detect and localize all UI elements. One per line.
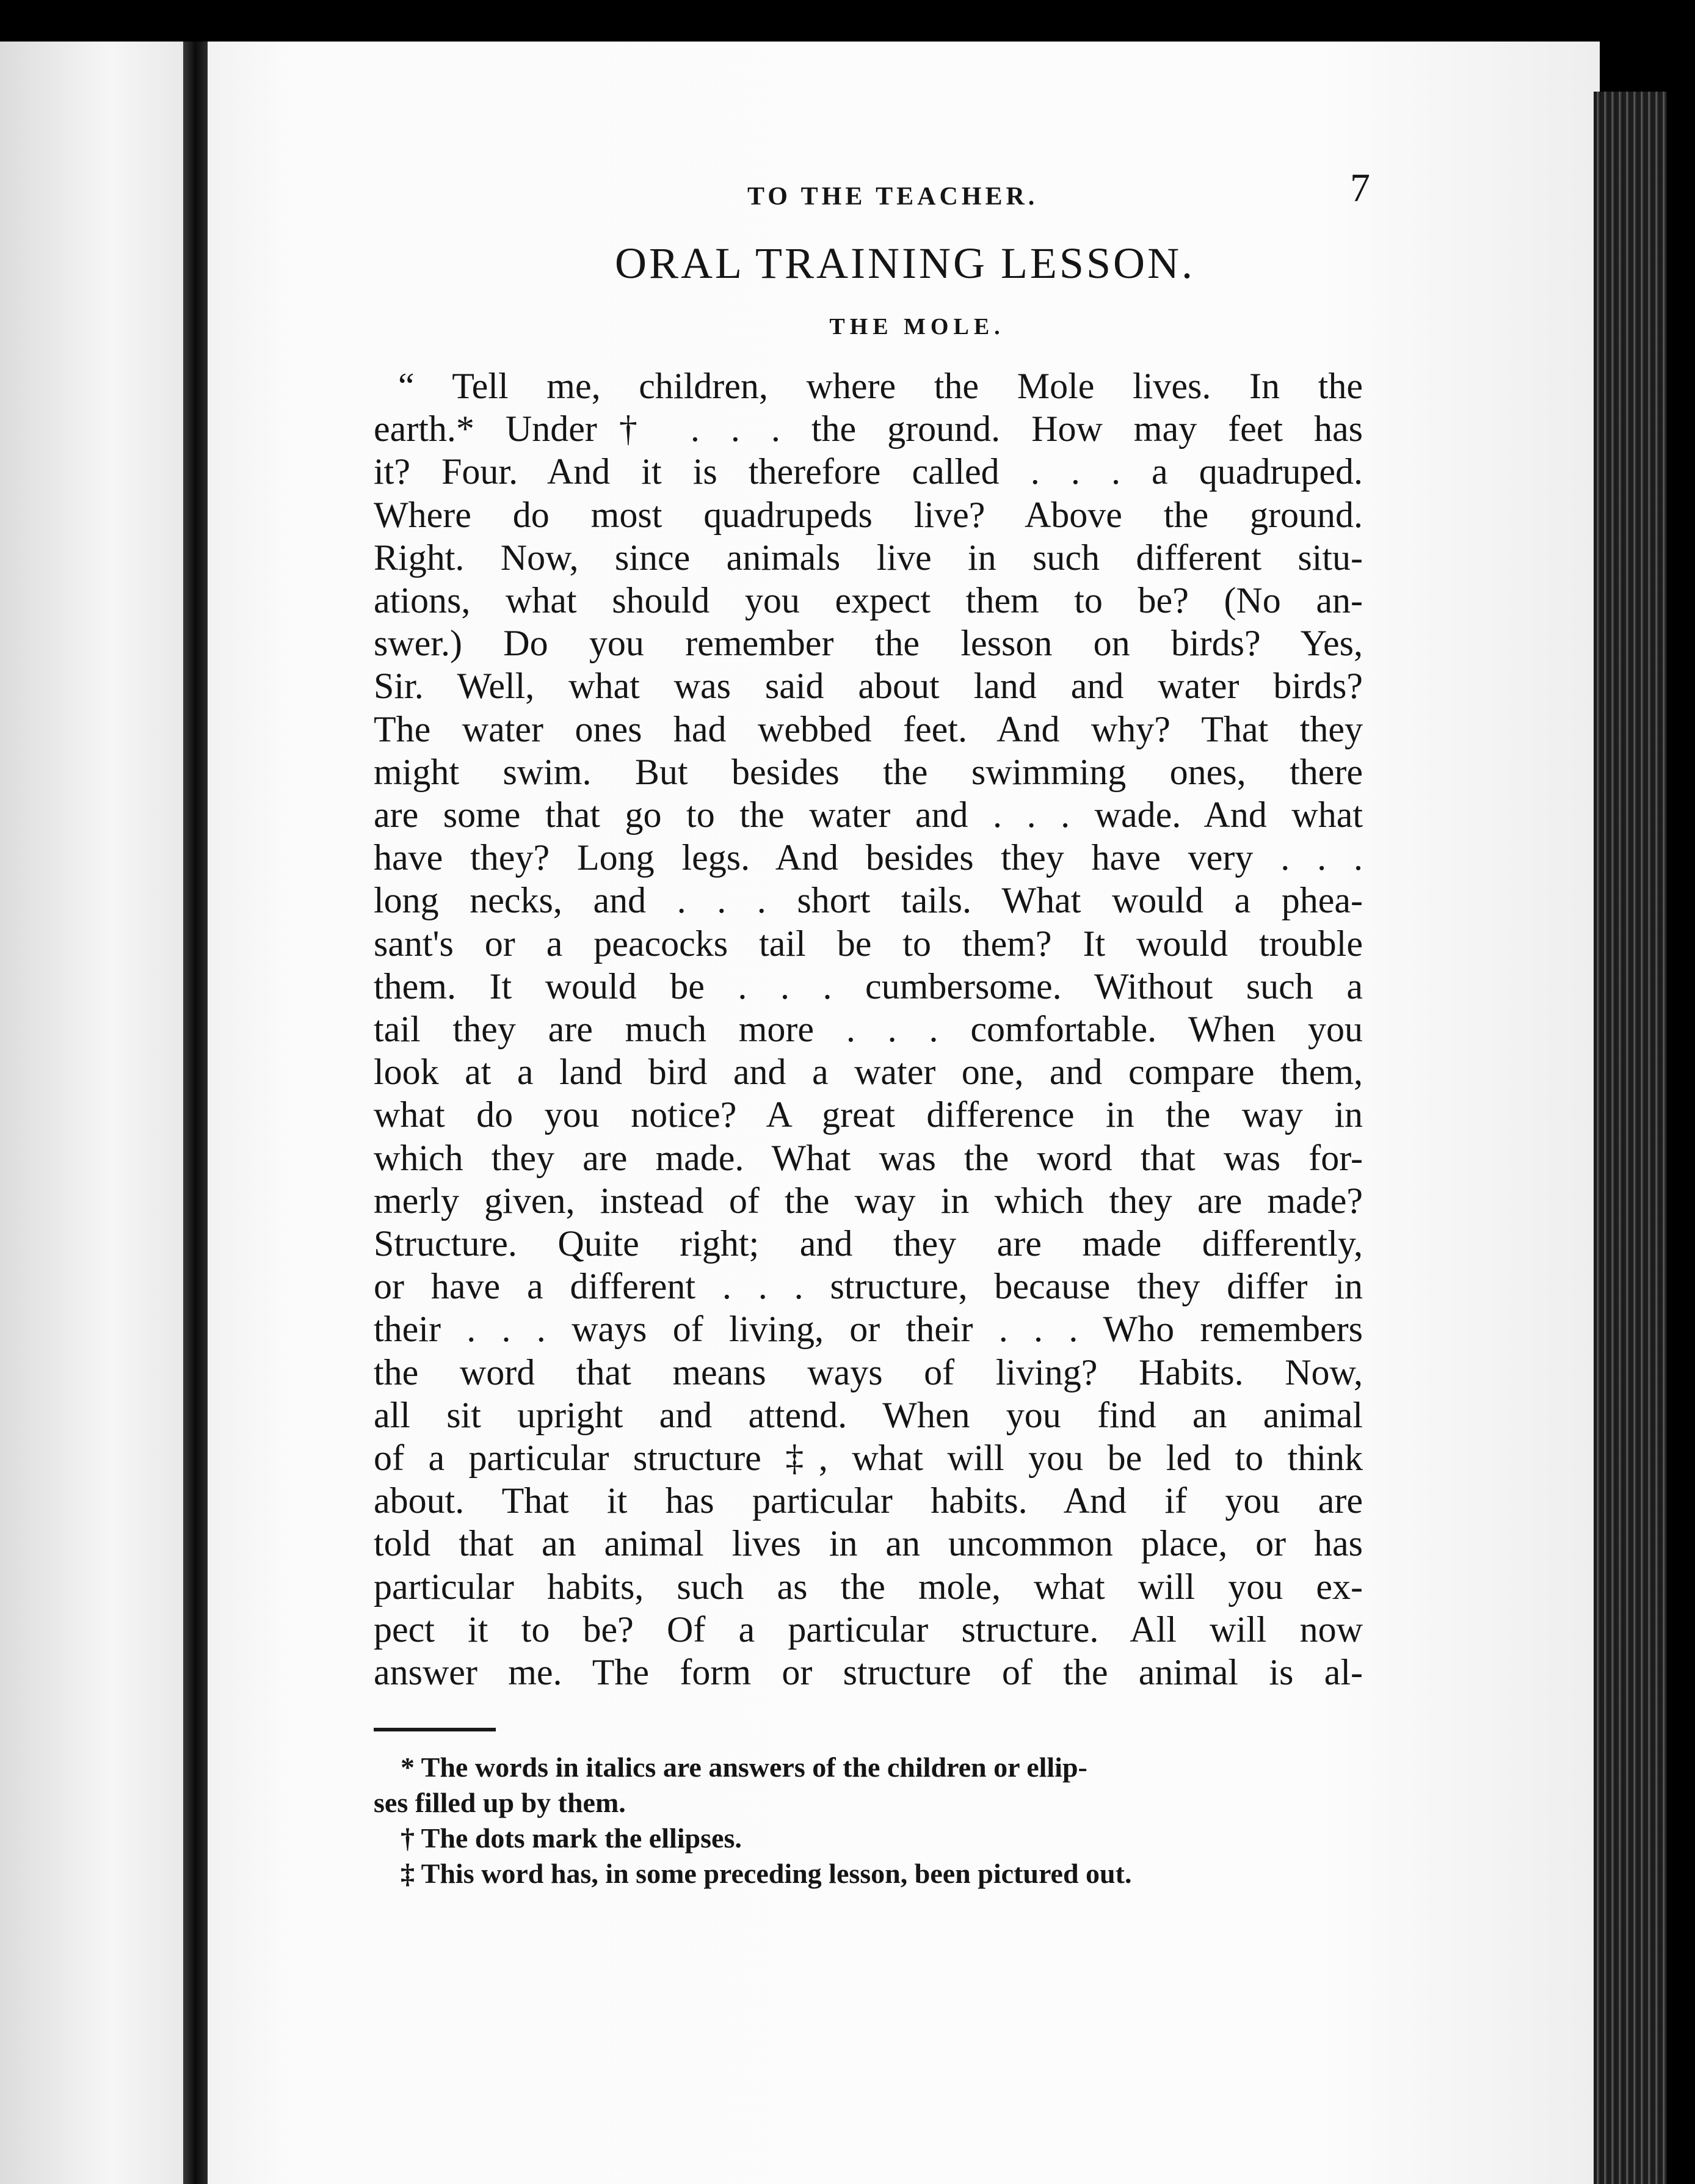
footnote-italics: * The words in italics are answers of the children or ellip-	[401, 1752, 1087, 1783]
body-line: answer me. The form or structure of the animal is al-	[374, 1652, 1363, 1693]
body-line: pect it to be? Of a particular structure. All will now	[374, 1609, 1363, 1650]
book-gutter	[183, 42, 208, 2184]
body-line: earth.* Under† . . . the ground. How may feet has	[374, 409, 1363, 450]
running-head	[374, 165, 1370, 226]
footnote-dots: † The dots mark the ellipses.	[401, 1822, 742, 1854]
body-line: particular habits, such as the mole, what will you ex-	[374, 1566, 1363, 1607]
body-line: look at a land bird and a water one, and compare them,	[374, 1052, 1363, 1093]
lesson-title: ORAL TRAINING LESSON.	[614, 239, 1195, 288]
footnote-italics-continued: ses filled up by them.	[374, 1787, 626, 1819]
body-line: their . . . ways of living, or their . . . Who remembers	[374, 1309, 1363, 1350]
footnote-rule	[374, 1728, 496, 1731]
body-line: them. It would be . . . cumbersome. Without such a	[374, 966, 1363, 1006]
body-line: merly given, instead of the way in which they are made?	[374, 1180, 1363, 1221]
body-line: ations, what should you expect them to be? (No an-	[374, 580, 1363, 621]
body-line: of a particular structure ‡, what will you be led to think	[374, 1438, 1363, 1479]
body-line: Right. Now, since animals live in such different situ-	[374, 537, 1363, 578]
body-line: Sir. Well, what was said about land and water birds?	[374, 666, 1363, 707]
body-line: are some that go to the water and . . . wade. And what	[374, 795, 1363, 835]
body-line: have they? Long legs. And besides they have very . . .	[374, 837, 1363, 878]
body-line: it? Four. And it is therefore called . . . a quadruped.	[374, 451, 1363, 492]
page-number: 7	[1350, 166, 1370, 210]
body-line: or have a different . . . structure, because they differ in	[374, 1266, 1363, 1307]
lesson-subject: THE MOLE.	[829, 314, 1005, 340]
body-line: about. That it has particular habits. And if you are	[374, 1480, 1363, 1521]
body-line: the word that means ways of living? Habits. Now,	[374, 1352, 1363, 1392]
page-block-edge	[1594, 92, 1667, 2184]
body-line: what do you notice? A great difference in the way in	[374, 1094, 1363, 1135]
body-line: long necks, and . . . short tails. What would a phea-	[374, 880, 1363, 921]
body-line: sant's or a peacocks tail be to them? It would trouble	[374, 923, 1363, 964]
body-line: Structure. Quite right; and they are made differently,	[374, 1223, 1363, 1264]
body-line: Where do most quadrupeds live? Above the ground.	[374, 494, 1363, 535]
body-line: tail they are much more . . . comfortable. When you	[374, 1009, 1363, 1050]
body-line: told that an animal lives in an uncommon place, or has	[374, 1523, 1363, 1564]
page-content	[374, 165, 1370, 1891]
body-line: all sit upright and attend. When you find an animal	[374, 1394, 1363, 1435]
footnotes	[374, 1750, 1363, 1891]
body-line: “ Tell me, children, where the Mole lives. In the	[398, 366, 1363, 406]
footnote-pictured: ‡ This word has, in some preceding lesson, been pictured out.	[401, 1858, 1132, 1890]
running-head-text: TO THE TEACHER.	[747, 183, 1039, 211]
body-line: The water ones had webbed feet. And why? That they	[374, 708, 1363, 749]
body-line: might swim. But besides the swimming ones, there	[374, 751, 1363, 792]
left-page-margin	[0, 42, 183, 2184]
lesson-body	[374, 365, 1363, 1694]
body-line: swer.) Do you remember the lesson on birds? Yes,	[374, 623, 1363, 664]
body-line: which they are made. What was the word that was for-	[374, 1137, 1363, 1178]
